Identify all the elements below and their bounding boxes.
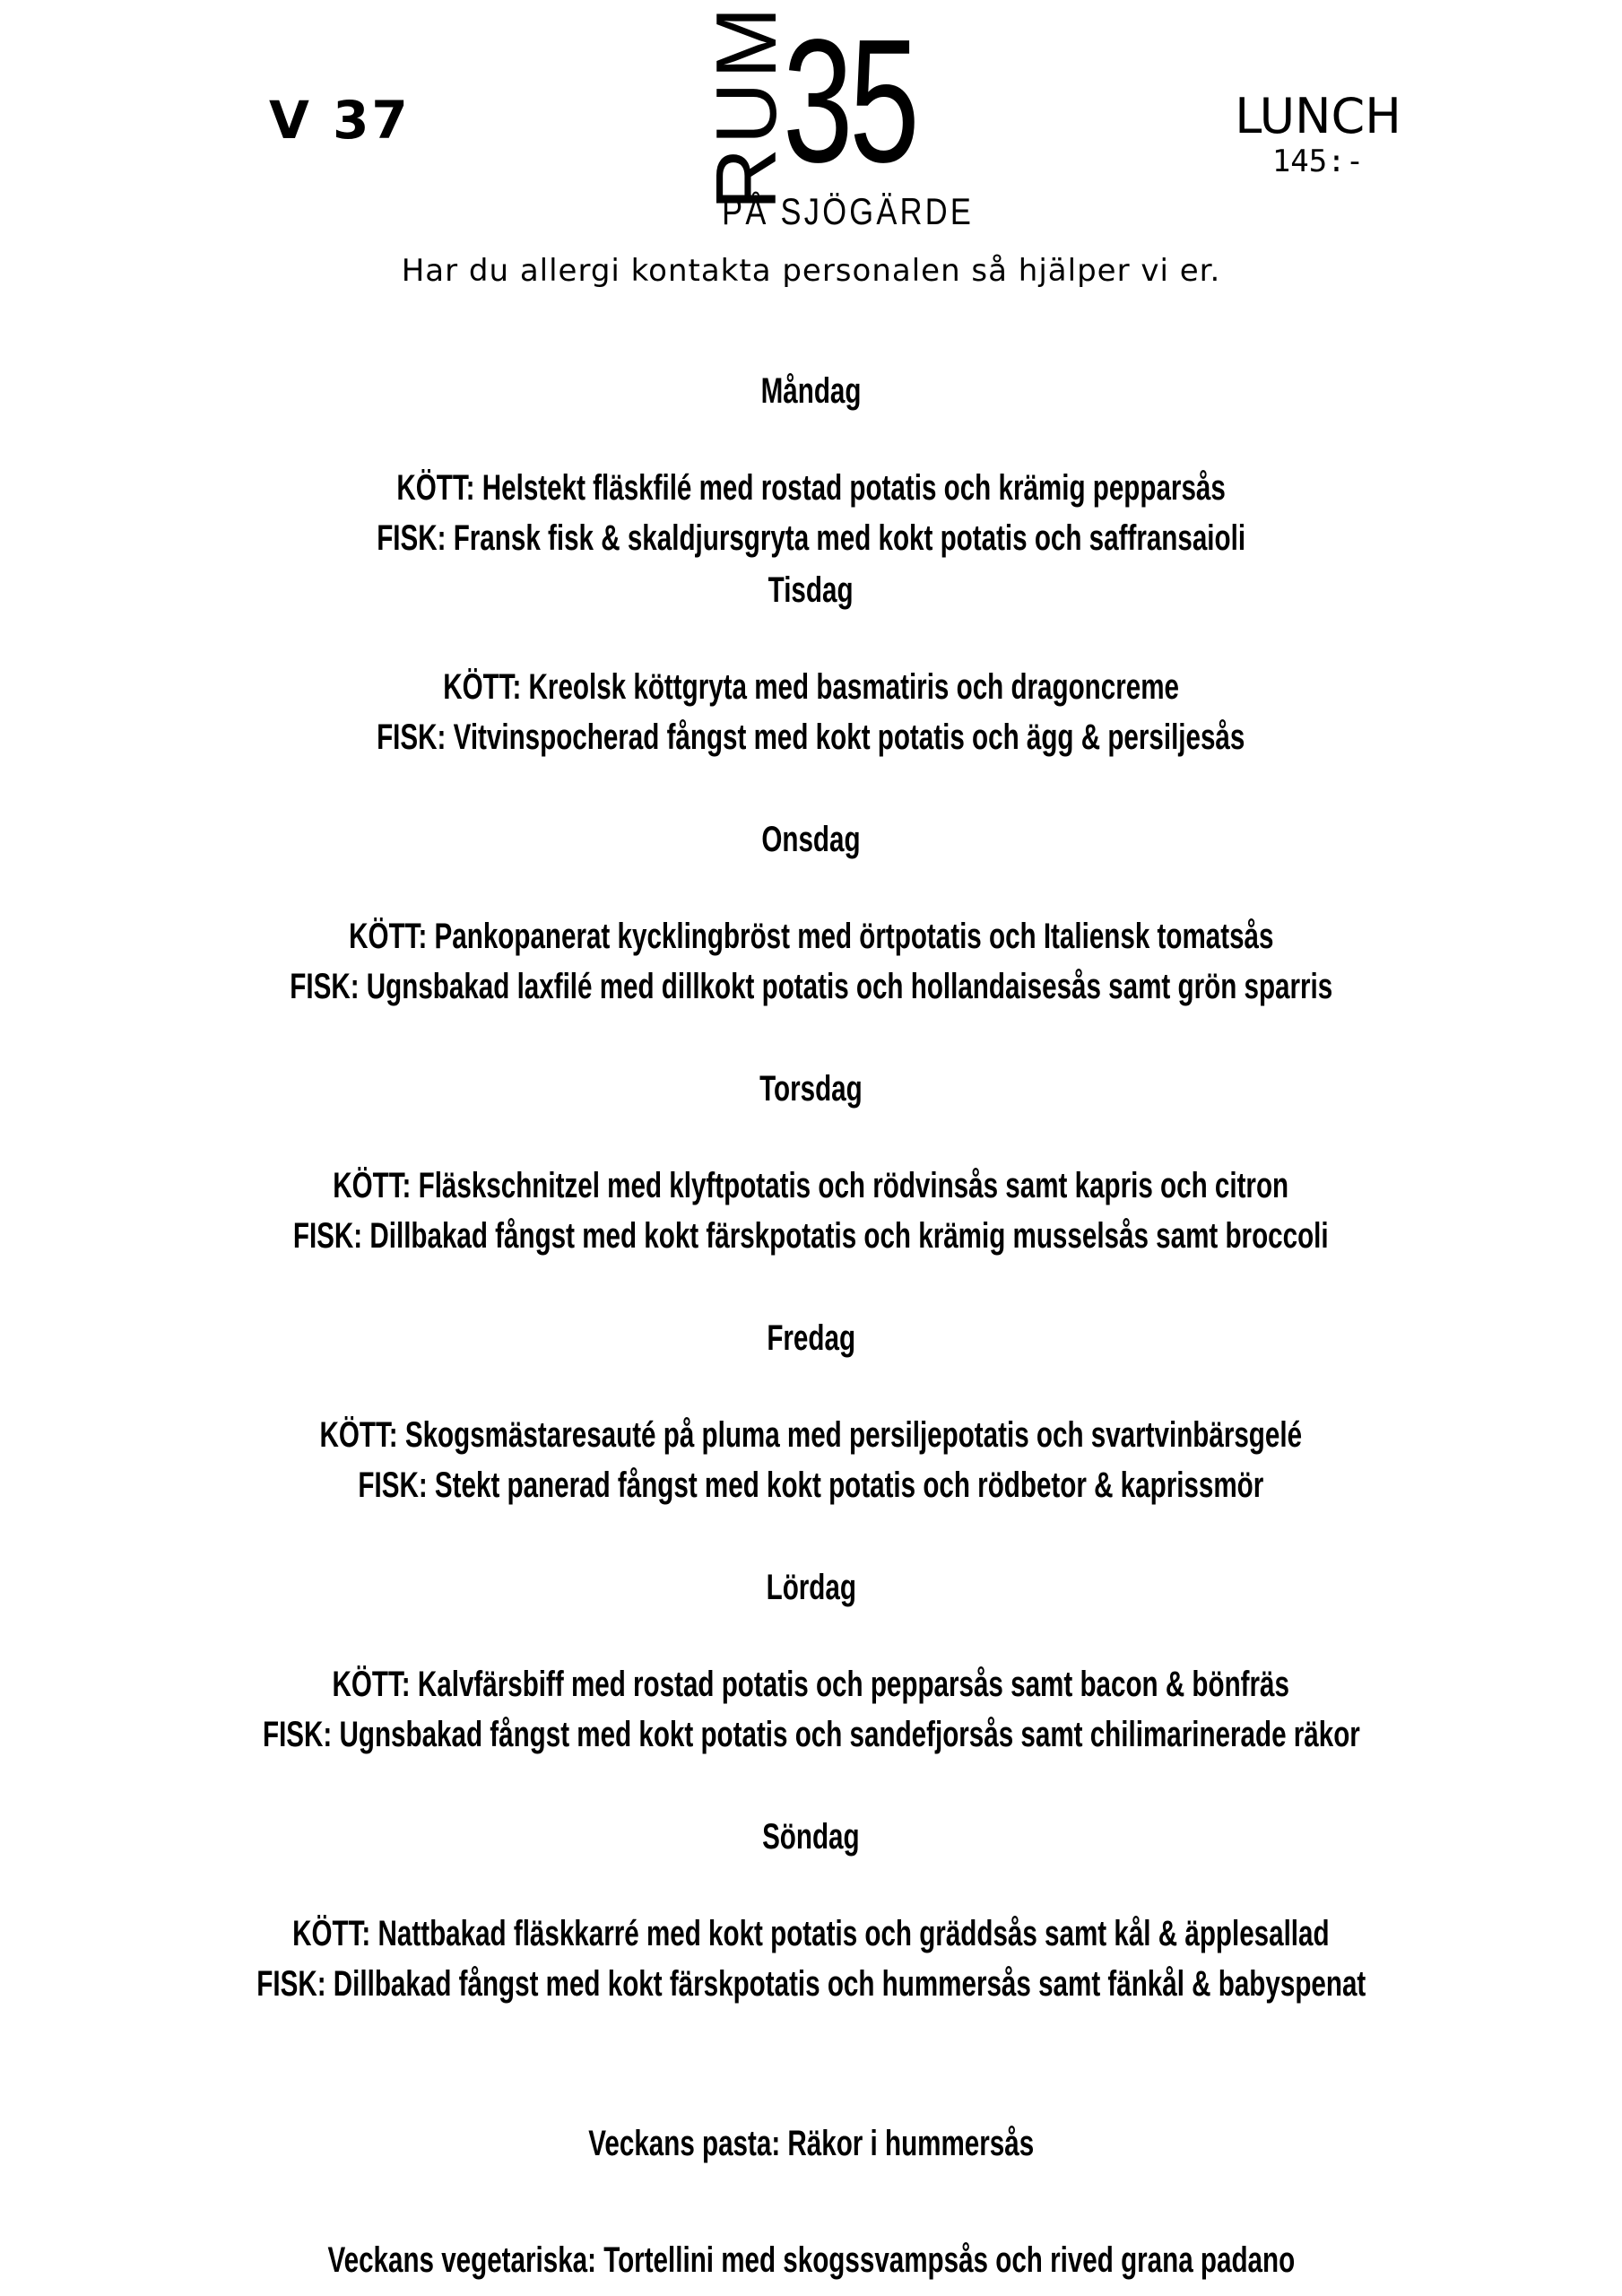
meat-dish: KÖTT: Helstekt fläskfilé med rostad potatis och krämig pepparsås xyxy=(396,468,1226,508)
meat-dish: KÖTT: Fläskschnitzel med klyftpotatis och rödvinsås samt kapris och citron xyxy=(333,1166,1289,1205)
day-title: Onsdag xyxy=(761,820,861,859)
meat-dish: KÖTT: Skogsmästaresauté på pluma med persiljepotatis och svartvinbärsgelé xyxy=(319,1415,1303,1455)
lunch-info xyxy=(1219,90,1417,179)
logo-rum xyxy=(698,3,794,211)
day-title: Torsdag xyxy=(759,1069,863,1109)
fish-dish: FISK: Vitvinspocherad fångst med kokt potatis och ägg & persiljesås xyxy=(377,718,1245,757)
meat-dish: KÖTT: Kreolsk köttgryta med basmatiris och dragoncreme xyxy=(443,667,1179,707)
fish-dish: FISK: Ugnsbakad laxfilé med dillkokt potatis och hollandaisesås samt grön sparris xyxy=(290,967,1332,1006)
fish-dish: FISK: Dillbakad fångst med kokt färskpotatis och hummersås samt fänkål & babyspenat xyxy=(256,1964,1366,2004)
lunch-price: 145:- xyxy=(1271,144,1365,179)
weekly-vegetarian: Veckans vegetariska: Tortellini med skogssvampsås och rived grana padano xyxy=(327,2240,1295,2280)
day-title: Tisdag xyxy=(768,570,854,610)
meat-dish: KÖTT: Pankopanerat kycklingbröst med örtpotatis och Italiensk tomatsås xyxy=(348,917,1274,956)
day-title: Fredag xyxy=(767,1318,855,1358)
week-number: V 37 xyxy=(269,90,411,151)
fish-dish: FISK: Stekt panerad fångst med kokt potatis och rödbetor & kaprissmör xyxy=(358,1465,1264,1505)
fish-dish: FISK: Ugnsbakad fångst med kokt potatis och sandefjorsås samt chilimarinerade räkor xyxy=(262,1715,1360,1754)
day-title: Måndag xyxy=(760,371,862,411)
logo-subtitle: PÅ SJÖGÄRDE xyxy=(722,190,975,232)
allergy-note: Har du allergi kontakta personalen så hjälper vi er. xyxy=(401,253,1221,289)
logo xyxy=(695,3,975,237)
day-title: Lördag xyxy=(766,1568,856,1607)
fish-dish: FISK: Dillbakad fångst med kokt färskpotatis och krämig musselsås samt broccoli xyxy=(293,1216,1329,1256)
logo-rum-text: RUM xyxy=(698,3,794,211)
meat-dish: KÖTT: Kalvfärsbiff med rostad potatis och pepparsås samt bacon & bönfräs xyxy=(332,1665,1290,1704)
logo-number: 35 xyxy=(783,3,916,199)
lunch-label: LUNCH xyxy=(1235,88,1401,144)
fish-dish: FISK: Fransk fisk & skaldjursgryta med kokt potatis och saffransaioli xyxy=(377,518,1245,558)
day-title: Söndag xyxy=(762,1817,860,1857)
meat-dish: KÖTT: Nattbakad fläskkarré med kokt potatis och gräddsås samt kål & äpplesallad xyxy=(292,1914,1330,1953)
weekly-pasta: Veckans pasta: Räkor i hummersås xyxy=(588,2124,1034,2163)
